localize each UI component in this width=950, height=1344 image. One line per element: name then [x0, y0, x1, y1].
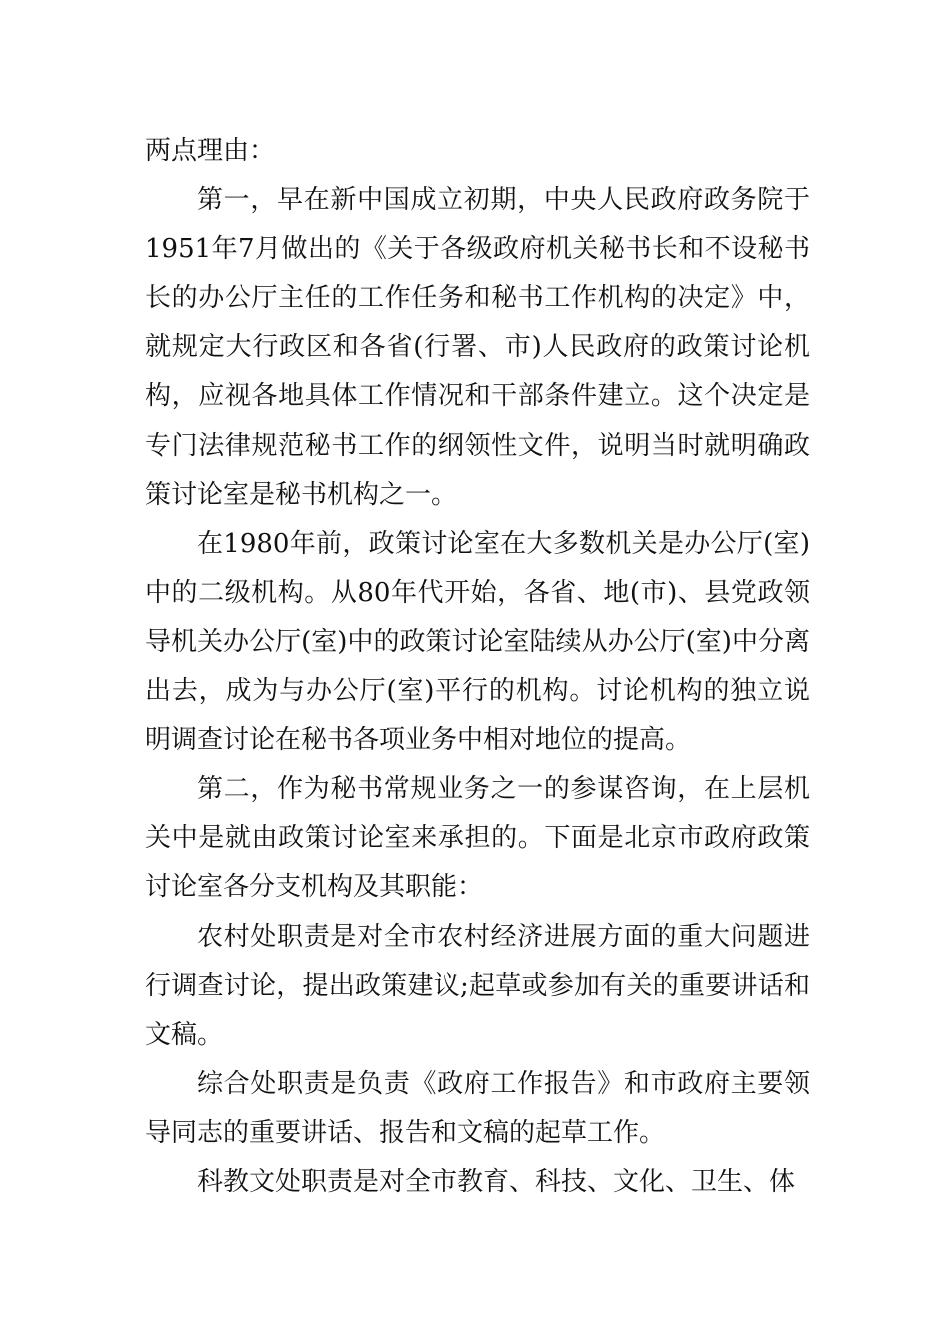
paragraph: 第二，作为秘书常规业务之一的参谋咨询，在上层机关中是就由政策讨论室来承担的。下面是北京市政府政策讨论室各分支机构及其职能： — [145, 774, 810, 903]
paragraph: 综合处职责是负责《政府工作报告》和市政府主要领导同志的重要讲话、报告和文稿的起草工作。 — [145, 1068, 810, 1148]
paragraph-lead: 两点理由： — [145, 136, 276, 166]
document-body — [145, 127, 810, 1207]
paragraph: 科教文处职责是对全市教育、科技、文化、卫生、体 — [197, 1166, 796, 1197]
paragraph: 在1980年前，政策讨论室在大多数机关是办公厅(室)中的二级机构。从80年代开始，各省、地(市)、县党政领导机关办公厅(室)中的政策讨论室陆续从办公厅(室)中分离出去，成为与办公厅(室)平行的机构。讨论机构的独立说明调查讨论在秘书各项业务中相对地位的提高。 — [145, 528, 810, 756]
paragraph: 农村处职责是对全市农村经济进展方面的重大问题进行调查讨论，提出政策建议;起草或参加有关的重要讲话和文稿。 — [145, 921, 810, 1050]
paragraph: 第一，早在新中国成立初期，中央人民政府政务院于1951年7月做出的《关于各级政府机关秘书长和不设秘书长的办公厅主任的工作任务和秘书工作机构的决定》中，就规定大行政区和各省(行署、市)人民政府的政策讨论机构，应视各地具体工作情况和干部条件建立。这个决定是专门法律规范秘书工作的纲领性文件，说明当时就明确政策讨论室是秘书机构之一。 — [145, 185, 810, 510]
